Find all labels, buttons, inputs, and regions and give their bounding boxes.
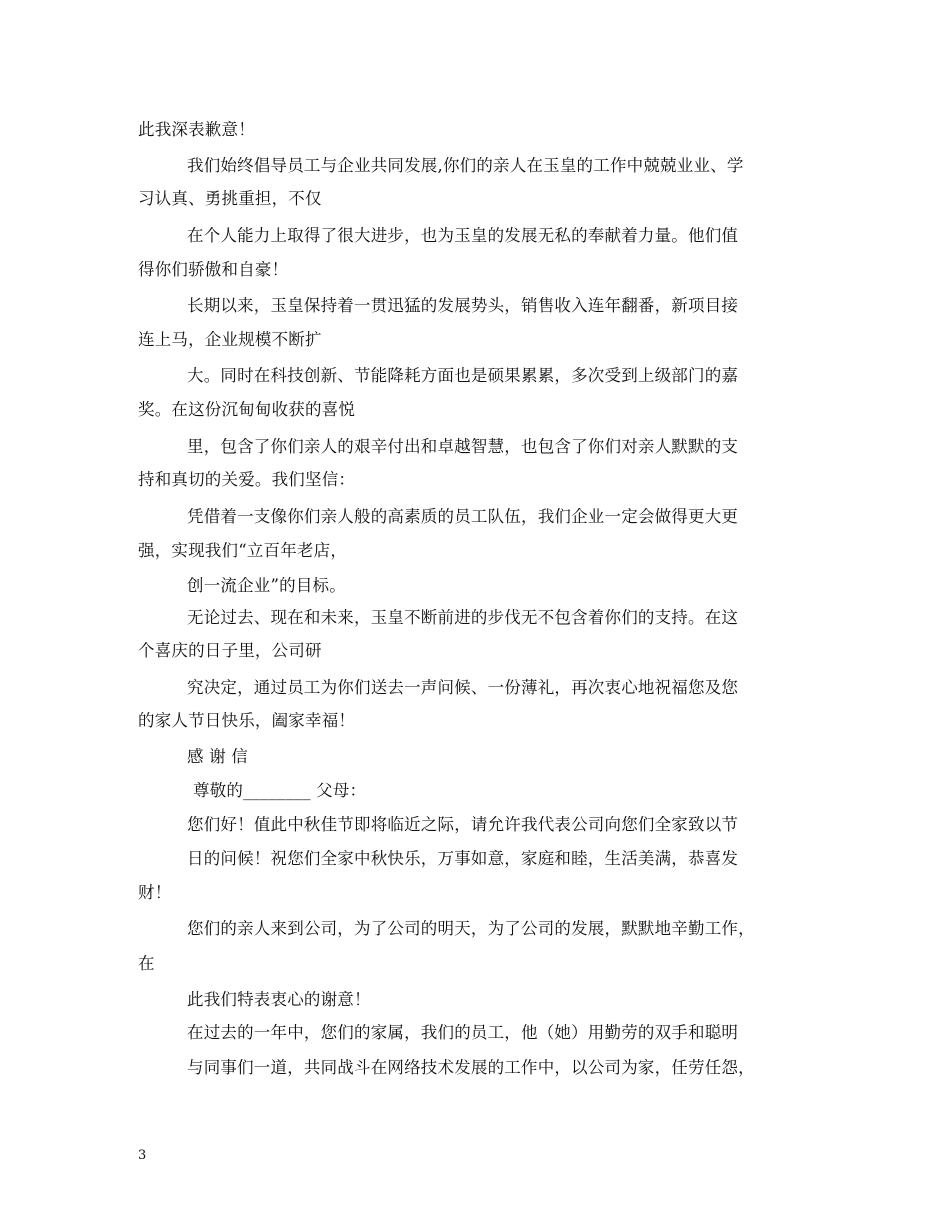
salutation: 尊敬的________ 父母： [193,781,367,800]
text-line: 您们的亲人来到公司，为了公司的明天，为了公司的发展，默默地辛勤工作， [187,919,755,938]
text-line: 财！ [138,883,172,902]
text-line: 创一流企业”的目标。 [187,576,346,595]
text-line: 习认真、勇挑重担，不仅 [138,189,322,208]
text-line: 凭借着一支像你们亲人般的高素质的员工队伍，我们企业一定会做得更大更 [187,507,739,526]
text-line: 此我们特表衷心的谢意！ [187,990,371,1009]
text-line: 您们好！值此中秋佳节即将临近之际，请允许我代表公司向您们全家致以节 [187,815,739,834]
text-line: 强，实现我们“立百年老店， [138,541,348,560]
text-line: 奖。在这份沉甸甸收获的喜悦 [138,400,356,419]
letter-heading: 感 谢 信 [187,747,248,766]
text-line: 无论过去、现在和未来，玉皇不断前进的步伐无不包含着你们的支持。在这 [187,608,739,627]
text-line: 我们始终倡导员工与企业共同发展,你们的亲人在玉皇的工作中兢兢业业、学 [187,156,744,175]
text-line: 在 [138,954,155,973]
text-line: 连上马，企业规模不断扩 [138,330,322,349]
text-line: 里，包含了你们亲人的艰辛付出和卓越智慧，也包含了你们对亲人默默的支 [187,437,739,456]
text-line: 得你们骄傲和自豪！ [138,260,289,279]
text-line: 在个人能力上取得了很大进步，也为玉皇的发展无私的奉献着力量。他们值 [187,226,739,245]
text-line: 日的问候！祝您们全家中秋快乐，万事如意，家庭和睦，生活美满，恭喜发 [187,849,739,868]
text-line: 此我深表歉意！ [138,120,255,139]
text-line: 的家人节日快乐，阖家幸福！ [138,711,356,730]
text-line: 个喜庆的日子里，公司研 [138,641,322,660]
text-line: 与同事们一道，共同战斗在网络技术发展的工作中，以公司为家，任劳任怨， [187,1058,755,1077]
text-line: 在过去的一年中，您们的家属，我们的员工，他（她）用勤劳的双手和聪明 [187,1023,739,1042]
text-line: 究决定，通过员工为你们送去一声问候、一份薄礼，再次衷心地祝福您及您 [187,678,739,697]
text-line: 大。同时在科技创新、节能降耗方面也是硕果累累，多次受到上级部门的嘉 [187,366,739,385]
text-line: 长期以来，玉皇保持着一贯迅猛的发展势头，销售收入连年翻番，新项目接 [187,296,739,315]
page-number: 3 [138,1148,147,1163]
text-line: 持和真切的关爱。我们坚信： [138,470,356,489]
